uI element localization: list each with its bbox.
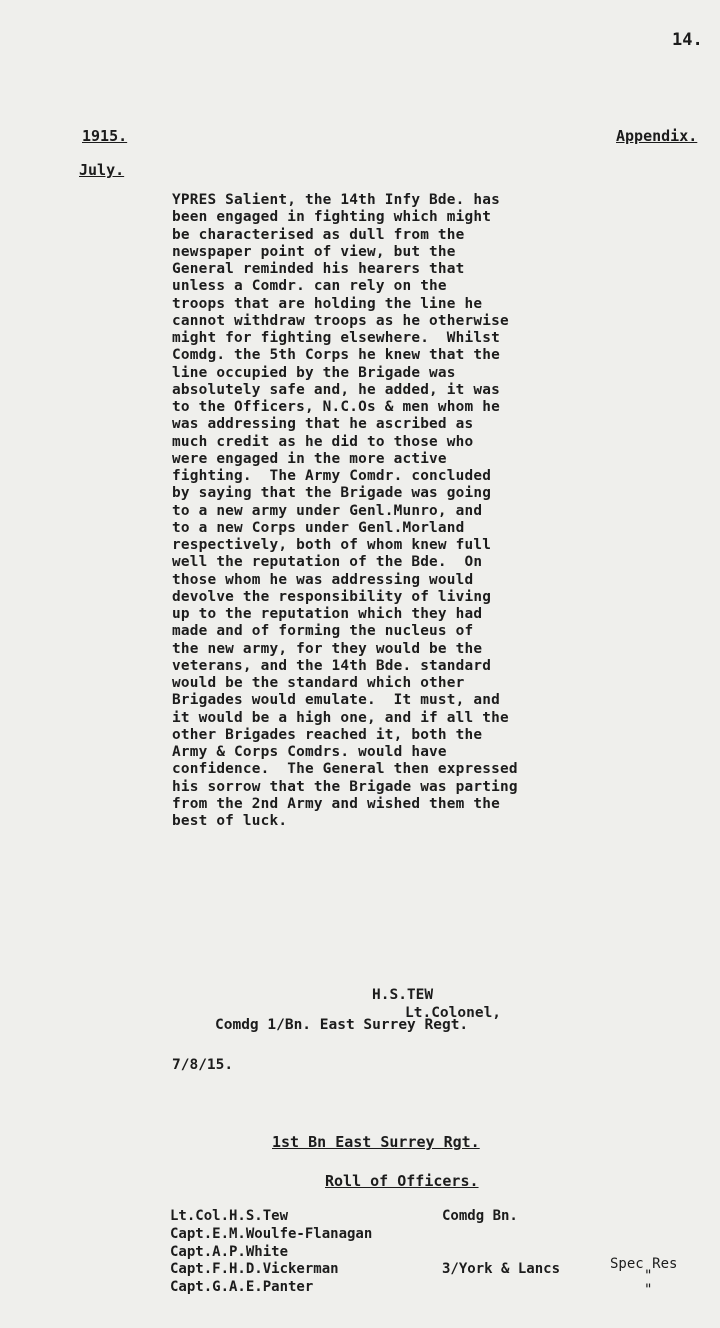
year-heading: 1915.: [82, 127, 128, 145]
month-heading: July.: [79, 161, 125, 179]
body-line: cannot withdraw troops as he otherwise: [172, 312, 509, 329]
roll-row: [170, 1279, 710, 1297]
body-line: YPRES Salient, the 14th Infy Bde. has: [172, 192, 500, 208]
roll-row: [170, 1261, 710, 1285]
body-line: been engaged in fighting which might: [172, 209, 492, 226]
officer-name: Capt.A.P.White: [170, 1243, 289, 1260]
officer-note: ": [644, 1268, 653, 1285]
page-number: 14.: [672, 30, 703, 50]
body-line: was addressing that he ascribed as: [172, 416, 474, 433]
officer-name: Capt.G.A.E.Panter: [170, 1279, 314, 1296]
body-line: unless a Comdr. can rely on the: [172, 278, 447, 295]
body-line: General reminded his hearers that: [172, 261, 465, 277]
body-line: might for fighting elsewhere. Whilst: [172, 330, 500, 346]
body-line: best of luck.: [172, 813, 288, 829]
body-text: [172, 192, 632, 830]
body-line: respectively, both of whom knew full: [172, 537, 492, 553]
body-line: were engaged in the more active: [172, 450, 447, 467]
body-line: it would be a high one, and if all the: [172, 709, 509, 726]
body-line: would be the standard which other: [172, 675, 465, 691]
body-line: made and of forming the nucleus of: [172, 623, 474, 640]
officer-role: 3/York & Lancs: [442, 1261, 561, 1278]
body-line: be characterised as dull from the: [172, 226, 465, 243]
roll-heading: Roll of Officers.: [325, 1172, 479, 1190]
roll-row: [170, 1226, 710, 1244]
officer-note: ": [644, 1282, 653, 1299]
body-line: to a new army under Genl.Munro, and: [172, 502, 483, 519]
document-date: 7/8/15.: [172, 1057, 234, 1073]
body-line: to a new Corps under Genl.Morland: [172, 519, 465, 536]
body-line: Army & Corps Comdrs. would have: [172, 744, 447, 760]
body-line: from the 2nd Army and wished them the: [172, 795, 500, 812]
body-line: other Brigades reached it, both the: [172, 726, 483, 743]
signature-rank: Lt.Colonel,: [405, 1005, 502, 1021]
unit-heading: 1st Bn East Surrey Rgt.: [272, 1133, 480, 1151]
body-line: line occupied by the Brigade was: [172, 364, 456, 381]
body-line: those whom he was addressing would: [172, 571, 474, 588]
roll-row: [170, 1208, 710, 1226]
body-line: his sorrow that the Brigade was parting: [172, 778, 518, 795]
body-line: Brigades would emulate. It must, and: [172, 692, 500, 709]
body-line: newspaper point of view, but the: [172, 243, 456, 260]
body-line: to the Officers, N.C.Os & men whom he: [172, 399, 500, 415]
signature-name: H.S.TEW: [372, 987, 434, 1003]
officer-note: Spec Res: [610, 1255, 678, 1272]
body-line: the new army, for they would be the: [172, 640, 483, 657]
signature-unit: Comdg 1/Bn. East Surrey Regt.: [215, 1017, 469, 1033]
body-line: much credit as he did to those who: [172, 433, 474, 450]
body-line: by saying that the Brigade was going: [172, 485, 492, 502]
body-line: troops that are holding the line he: [172, 295, 483, 312]
body-line: fighting. The Army Comdr. concluded: [172, 468, 492, 484]
body-line: devolve the responsibility of living: [172, 588, 492, 605]
appendix-heading: Appendix.: [616, 127, 698, 145]
body-line: well the reputation of the Bde. On: [172, 554, 483, 571]
body-line: confidence. The General then expressed: [172, 761, 518, 778]
officer-role: Comdg Bn.: [442, 1208, 518, 1224]
roll-of-officers: [170, 1208, 710, 1297]
officer-name: Lt.Col.H.S.Tew: [170, 1208, 289, 1224]
body-line: absolutely safe and, he added, it was: [172, 381, 500, 398]
body-line: up to the reputation which they had: [172, 606, 483, 622]
body-line: Comdg. the 5th Corps he knew that the: [172, 347, 500, 364]
officer-name: Capt.E.M.Woulfe-Flanagan: [170, 1225, 373, 1242]
body-line: veterans, and the 14th Bde. standard: [172, 657, 492, 674]
officer-name: Capt.F.H.D.Vickerman: [170, 1261, 339, 1278]
